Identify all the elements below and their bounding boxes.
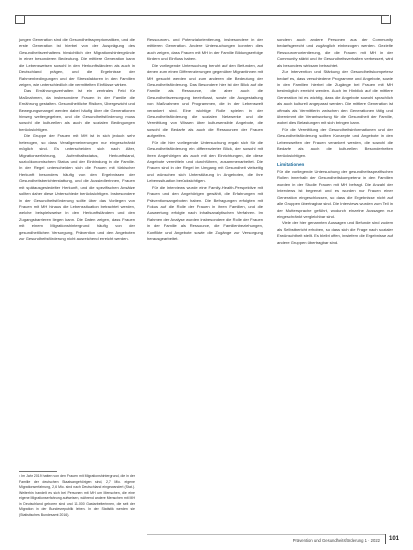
paragraph: Zur Intervention und Stärkung der Gesundheitskompetenz bedarf es, dass verschiedene Programme und Angebote, sowie in den Familien hierbei die Zugänge bei Frauen mit MH bestmöglich erreicht werden. Auch im Hinblick auf die mittlere Generation ist es wichtig, dass die Angebote sowohl sprachlich als auch kulturell angepasst werden. Die mittlere Generation ist oftmals als Vermittlerin zwischen den Generationen tätig und übernimmt die Verantwortung für die Gesundheit der Familie, wobei dies Belastungen mit sich bringen kann. [277, 69, 393, 126]
text-column-3 [277, 37, 393, 246]
journal-citation: Prävention und Gesundheitsförderung 1 · 2022 [292, 538, 380, 543]
paragraph: Die Gruppe der Frauen mit MH ist in sich jedoch sehr heterogen, so dass Verallgemeinerungen nur eingeschränkt möglich sind. Es unterscheiden sich nach Alter, Migrationserfahrung, Aufenthaltsstatus, Herkunftsland, sozioökonomischem Status und der Einbindung in die Familie. In der Regel unterscheiden sich die Frauen mit türkischer Herkunft besonders häufig von den Ergebnissen der Gesundheitsberichterstattung, und die Aussiedlerinnen, Frauen mit spätausgesiedelter Herkunft, und die spezifischen Ansätze sollten daher diese Unterschiede berücksichtigen. Insbesondere in der Gesundheitsförderung sollte über das Vorliegen von Frauen mit MH hinaus die Lebenssituation betrachtet werden, welche beispielsweise in den Herkunftsländern und den Zugangsbarrieren liegen kann. Die Daten zeigen, dass Frauen mit einem Migrationshintergrund häufig von der gesundheitlichen Versorgung, Prävention und den Angeboten zur Gesundheitsförderung nicht ausreichend erreicht werden. [19, 133, 135, 242]
paragraph: Für die vorliegende Untersuchung der gesundheitsspezifischen Rollen innerhalb der Gesundheitskompetenz in den Familien wurden in der Studie Frauen mit MH befragt. Die Anzahl der Interviews ist begrenzt und es wurden nur Frauen einer Generation eingeschlossen, so dass die Ergebnisse nicht auf alle Gruppen übertragbar sind. Die Interviews wurden zum Teil in der Muttersprache geführt, wodurch einzelne Aussagen nur eingeschränkt vergleichbar sind. [277, 169, 393, 219]
paragraph: jungen Generation sind die Gesundheitssymptomatiken, und die erste Generation ist hierbei von der Ausprägung des Gesundheitsverhaltens hinsichtlich der Migrationshintergründe in einer besonderen Bedeutung. Die mittlere Generation kann die Lebensweisen sowohl in den Herkunftsländern als auch in Deutschland prägen, und die Ergebnisse der Rahmenbedingungen und der Stressfaktoren in den Familien zeigen, wie unterschiedlich die vermittelten Einflüsse wirken. [19, 37, 135, 87]
paragraph: Für die hier vorliegende Untersuchung ergab sich für die Gesundheitsförderung ein differenzierter Blick, der sowohl mit ihren Angehörigen als auch mit den Einrichtungen, die diese Angebote vermitteln und durchführen, zusammenarbeitet. Die Frauen sind in der Regel im Umgang mit Gesundheit vielseitig und wünschen sich Unterstützung in Angeboten, die ihre Lebenssituation berücksichtigen. [147, 139, 263, 184]
corner-mark-left [15, 15, 25, 24]
paragraph: sondern auch andere Personen aus der Community bedarfsgerecht und zugänglich einbezogen werden. Gezielte Ressourcenorientierung, die die Frauen mit MH in der Community stärkt und ihr Gesundheitsverhalten verbessert, wird als besonders wirksam betrachtet. [277, 37, 393, 68]
top-rule [15, 15, 389, 16]
paragraph: Ressourcen- und Potenzialorientierung, insbesondere in der mittleren Generation. Andere Untersuchungen konnten dies auch zeigen, dass Frauen mit MH in der Familie Bildungserfolge fördern und Einfluss haben. [147, 37, 263, 62]
text-column-2 [147, 37, 263, 243]
page-number: 101 [385, 534, 409, 544]
footer-rule [147, 534, 385, 535]
paragraph: Für die Vermittlung der Gesundheitsinformationen und der Gesundheitsförderung sollten Konzepte und Angebote in den Lebenswelten der Frauen verankert werden, die sowohl die Bedarfe als auch die kulturellen Besonderheiten berücksichtigen. [277, 126, 393, 158]
paragraph: Viele der hier genannten Aussagen und Befunde sind zudem als Selbstbericht erhoben, so dass sich die Frage nach sozialer Erwünschtheit stellt. Es bleibt offen, inwiefern die Ergebnisse auf andere Gruppen übertragbar sind. [277, 220, 393, 245]
paragraph: Die vorliegende Untersuchung beruht auf den Befunden, auf denen zum einen Differenzierungen gegenüber Migrantinnen mit MH gesucht werden und zum anderen die Bedeutung der Gesundheitsförderung. Das Besondere hier ist der Blick auf die Familie als Ressource, die aber auch die Gesundheitsversorgung beeinflusst, sowie die Ausgestaltung von Maßnahmen und Programmen, die in der Lebenswelt verankert sind. Eine wichtige Rolle spielen in der Gesundheitsförderung die sozialen Netzwerke und die Vermittlung von Wissen über kultursensible Angebote, die sowohl die Bedarfe als auch die Ressourcen der Frauen aufgreifen. [147, 62, 263, 139]
footnote-rule [19, 471, 57, 472]
footnote: ¹ Im Jahr 2019 hatten von den Frauen mit Migrationshintergrund, die in der Familie der deutschen Staatsangehörigen sind, 2,7 Mio. eigene Migrationserfahrung, 2,6 Mio. sind nach Deutschland eingewandert (Stat.). Weiterhin handelt es sich bei Personen mit MH um Menschen, die eine eigene Migrationserfahrung aufweisen, während andere Menschen mit MH in Deutschland geboren sind und 11.000 Gastarbeiterinnen, die seit der Migration in der Bundesrepublik leben. In der Statistik werden sie (Statistisches Bundesamt 2016). [19, 474, 135, 517]
section-heading-limitationen: Limitationen [277, 162, 305, 168]
paragraph: Für die Interviews wurde eine Family-Health-Perspektive mit Frauen und den Angehörigen gewählt, die Erfahrungen mit Präventionsangeboten haben. Die Befragungen erfolgten mit Fokus auf die Rolle der Frauen in ihren Familien, und die Auswertung erfolgte nach inhaltsanalytischen Verfahren. Im Rahmen der Analyse wurden insbesondere die Rolle der Frauen in der Familie als Ressource, die Familienbeziehungen, Konflikte und Angebote sowie die Zugänge zur Versorgung herausgearbeitet. [147, 184, 263, 242]
text-column-1 [19, 37, 135, 243]
corner-mark-right [381, 15, 391, 24]
paragraph: Das Ernährungsverhalten ist ein zentrales Feld für Maßnahmen, da insbesondere Frauen in der Familie die Ernährung gestalten. Gesundheitliche Risiken, Übergewicht und Bewegungsmangel werden dabei häufig über die Generationen hinweg weitergegeben, und die Gesundheitsförderung muss sowohl die kulturellen als auch die sozialen Bedingungen berücksichtigen. [19, 88, 135, 132]
